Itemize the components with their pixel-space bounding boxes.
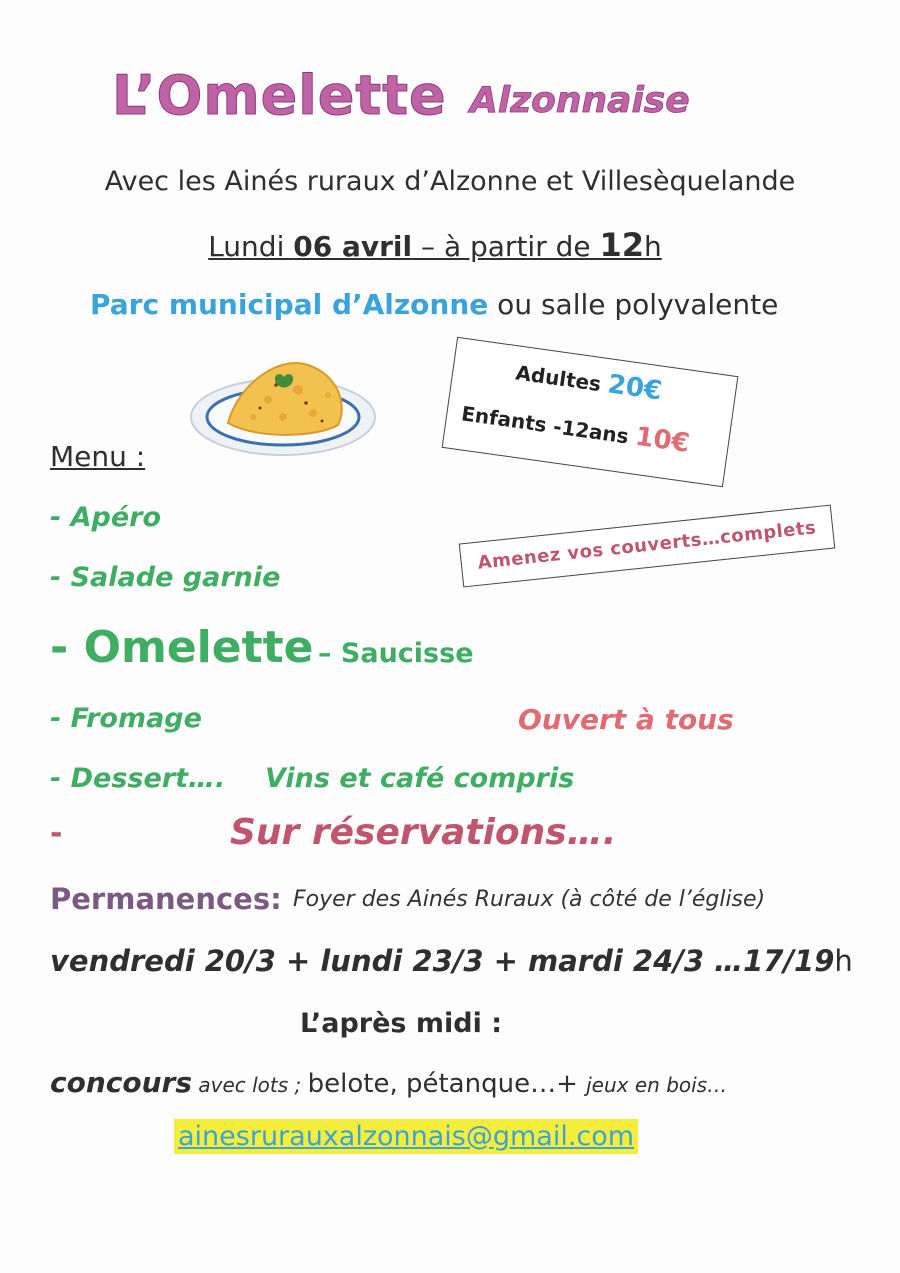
menu-item-apero: - Apéro: [50, 502, 162, 533]
venue-highlight: Parc municipal d’Alzonne: [90, 288, 489, 321]
afternoon-activities: concours avec lots ; belote, pétanque…+ jeux en bois…: [50, 1066, 728, 1099]
reservation-note: Sur réservations….: [230, 812, 617, 853]
reservation-dash: -: [50, 816, 63, 851]
permanences-place: Foyer des Ainés Ruraux (à côté de l’église): [293, 887, 766, 912]
permanences-dates: vendredi 20/3 + lundi 23/3 + mardi 24/3 …17/19h: [50, 944, 853, 978]
menu-item-salade: - Salade garnie: [50, 562, 281, 593]
open-to-all: Ouvert à tous: [518, 703, 734, 736]
menu-drinks-note: Vins et café compris: [265, 763, 575, 794]
menu-item-dessert: - Dessert….: [50, 763, 226, 794]
venue: Parc municipal d’Alzonne ou salle polyvalente: [90, 288, 779, 321]
permanences-label: Permanences:: [50, 882, 282, 916]
title-sub: Alzonnaise: [470, 80, 690, 121]
afternoon-title: L’après midi :: [300, 1008, 503, 1039]
menu-item-saucisse: – Saucisse: [318, 638, 474, 669]
subtitle: Avec les Ainés ruraux d’Alzonne et Villesèquelande: [104, 166, 796, 197]
price-children: Enfants -12ans 10€: [459, 401, 692, 459]
price-adults: Adultes 20€: [514, 360, 664, 407]
menu-item-omelette: - Omelette: [50, 622, 314, 673]
cutlery-note: Amenez vos couverts…complets: [459, 505, 836, 588]
omelette-plate-icon: [188, 345, 388, 460]
event-date: Lundi 06 avril – à partir de 12h: [208, 226, 662, 264]
menu-title: Menu :: [50, 440, 146, 473]
title-main: L’Omelette: [112, 64, 447, 127]
contact-email-link[interactable]: ainesrurauxalzonnais@gmail.com: [174, 1119, 638, 1154]
price-box: [442, 337, 739, 487]
menu-item-fromage: - Fromage: [50, 703, 202, 734]
